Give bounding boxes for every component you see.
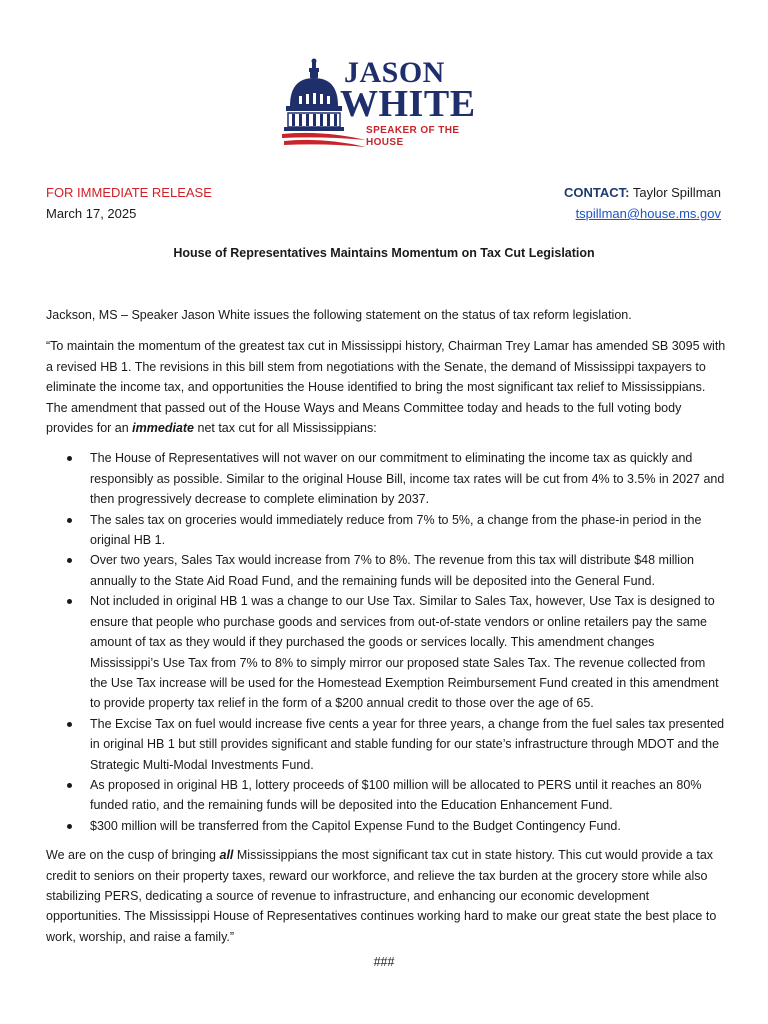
list-item: $300 million will be transferred from the Capitol Expense Fund to the Budget Contingency Fund. (46, 816, 726, 836)
quote-text-before: “To maintain the momentum of the greatest tax cut in Mississippi history, Chairman Trey Lamar has amended SB 3095 with a revised HB 1. The revisions in this bill stem from negotiations with the Senate, the demand of Mississippi taxpayers to eliminate the income tax, and opportunities the House identified to bring the most significant tax relief to Mississippians. The amendment that passed out of the House Ways and Means Committee today and heads to the full voting body provides for an (46, 339, 726, 436)
list-item: The Excise Tax on fuel would increase five cents a year for three years, a change from the fuel sales tax presented in original HB 1 but still provides significant and stable funding for our state’s infrastructure through MDOT and the Strategic Multi-Modal Investments Fund. (46, 714, 726, 775)
logo-last-name: WHITE (340, 83, 476, 125)
contact-name: Taylor Spillman (629, 185, 721, 200)
closing-text-after: Mississippians the most significant tax cut in state history. This cut would provide a tax credit to seniors on their property taxes, reward our workforce, and relieve the tax burden at the grocery store while also stabilizing PERS, dedicating a source of revenue to infrastructure, and enhancing our economic development opportunities. The Mississippi House of Representatives continues working hard to make our great state the best place to work, worship, and raise a family.” (46, 848, 717, 944)
list-item: Not included in original HB 1 was a change to our Use Tax. Similar to Sales Tax, however, Use Tax is designed to ensure that people who purchase goods and services from out-of-state vendors or online retailers pay the same amount of tax as they would if they purchased the goods or services locally. This amendment changes Mississippi’s Use Tax from 7% to 8% to simply mirror our proposed state Sales Tax. The revenue collected from the Use Tax increase will be used for the Homestead Exemption Reimbursement Fund created in this amendment to provide property tax relief in the form of a $200 annual credit to those over the age of 65. (46, 591, 726, 713)
list-item: Over two years, Sales Tax would increase from 7% to 8%. The revenue from this tax will distribute $48 million annually to the State Aid Road Fund, and the remaining funds will be deposited into the General Fund. (46, 550, 726, 591)
quote-paragraph (46, 336, 726, 438)
contact-email-link[interactable]: tspillman@house.ms.gov (575, 206, 721, 221)
list-item: The sales tax on groceries would immediately reduce from 7% to 5%, a change from the phase-in period in the original HB 1. (46, 510, 726, 551)
quote-text-after: net tax cut for all Mississippians: (194, 421, 377, 436)
intro-paragraph: Jackson, MS – Speaker Jason White issues the following statement on the status of tax reform legislation. (46, 308, 632, 322)
quote-emphasis: immediate (132, 421, 195, 436)
provisions-list (46, 448, 726, 836)
release-date: March 17, 2025 (46, 206, 137, 221)
release-label: FOR IMMEDIATE RELEASE (46, 185, 212, 200)
closing-paragraph (46, 845, 726, 947)
contact-line (564, 185, 721, 200)
end-mark: ### (373, 955, 395, 969)
logo-first-name: JASON (344, 56, 445, 89)
headline: House of Representatives Maintains Momentum on Tax Cut Legislation (173, 246, 595, 260)
logo (282, 58, 496, 150)
release-body (46, 305, 726, 947)
list-item: The House of Representatives will not waver on our commitment to eliminating the income tax as quickly and responsibly as possible. Similar to the original House Bill, income tax rates will be cut from 4% to 3.5% in 2027 and then progressively decrease to complete elimination by 2037. (46, 448, 726, 509)
list-item: As proposed in original HB 1, lottery proceeds of $100 million will be allocated to PERS until it reaches an 80% funded ratio, and the remaining funds will be deposited into the Education Enhancement Fund. (46, 775, 726, 816)
contact-label: CONTACT: (563, 185, 630, 200)
logo-tagline: SPEAKER OF THE HOUSE (366, 125, 460, 148)
closing-emphasis: all (219, 848, 234, 863)
closing-text-before: We are on the cusp of bringing (46, 848, 220, 863)
